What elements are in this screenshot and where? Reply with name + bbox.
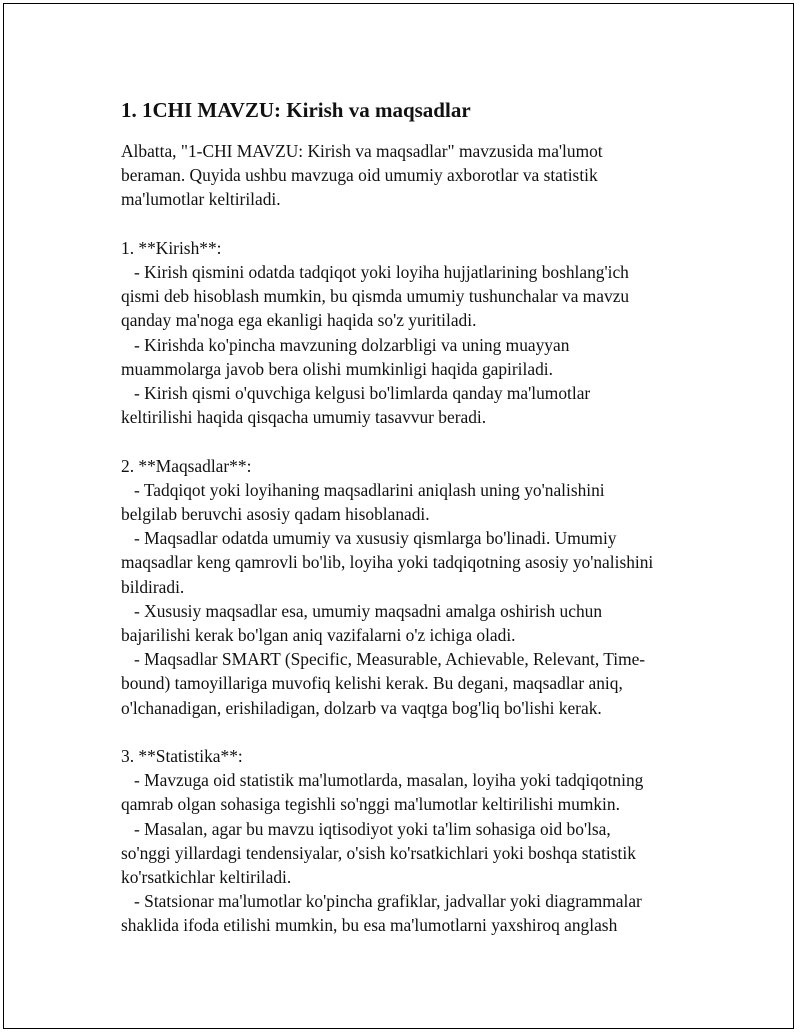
section-line: - Kirish qismini odatda tadqiqot yoki loyiha hujjatlarining boshlang'ich — [121, 262, 629, 282]
section-line: - Kirishda ko'pincha mavzuning dolzarbligi va uning muayyan — [121, 334, 570, 355]
section-line: - Tadqiqot yoki loyihaning maqsadlarini aniqlash uning yo'nalishini — [121, 479, 605, 500]
document-page — [3, 3, 794, 1029]
section-maqsadlar — [121, 454, 701, 720]
section-kirish — [121, 236, 701, 430]
section-line: muammolarga javob bera olishi mumkinligi haqida gapiriladi. — [121, 358, 553, 379]
section-heading: 2. **Maqsadlar**: — [121, 455, 252, 476]
intro-paragraph — [121, 139, 701, 212]
section-heading: 1. **Kirish**: — [121, 237, 222, 258]
intro-line: Albatta, "1-CHI MAVZU: Kirish va maqsadlar" mavzusida ma'lumot — [121, 141, 603, 161]
section-line: - Statsionar ma'lumotlar ko'pincha grafiklar, jadvallar yoki diagrammalar — [121, 891, 642, 912]
paragraph-gap — [121, 212, 701, 236]
section-line: shaklida ifoda etilishi mumkin, bu esa ma'lumotlarni yaxshiroq anglash — [121, 915, 618, 936]
section-line: qanday ma'noga ega ekanligi haqida so'z yuritiladi. — [121, 310, 477, 331]
paragraph-gap — [121, 720, 701, 744]
document-body — [121, 96, 701, 938]
section-line: o'lchanadigan, erishiladigan, dolzarb va vaqtga bog'liq bo'lishi kerak. — [121, 697, 602, 718]
section-line: - Kirish qismi o'quvchiga kelgusi bo'limlarda qanday ma'lumotlar — [121, 383, 591, 404]
paragraph-gap — [121, 429, 701, 453]
section-line: so'nggi yillardagi tendensiyalar, o'sish ko'rsatkichlari yoki boshqa statistik — [121, 842, 636, 863]
section-line: bound) tamoyillariga muvofiq kelishi kerak. Bu degani, maqsadlar aniq, — [121, 673, 623, 694]
section-line: maqsadlar keng qamrovli bo'lib, loyiha yoki tadqiqotning asosiy yo'nalishini — [121, 552, 654, 573]
intro-line: ma'lumotlar keltiriladi. — [121, 189, 281, 210]
section-line: belgilab beruvchi asosiy qadam hisoblanadi. — [121, 504, 430, 525]
section-line: qamrab olgan sohasiga tegishli so'nggi ma'lumotlar keltirilishi mumkin. — [121, 794, 620, 815]
section-line: - Masalan, agar bu mavzu iqtisodiyot yoki ta'lim sohasiga oid bo'lsa, — [121, 818, 611, 839]
section-line: ko'rsatkichlar keltiriladi. — [121, 867, 292, 888]
section-line: - Maqsadlar SMART (Specific, Measurable, Achievable, Relevant, Time- — [121, 649, 646, 670]
document-title: 1. 1CHI MAVZU: Kirish va maqsadlar — [121, 98, 471, 122]
section-line: - Mavzuga oid statistik ma'lumotlarda, masalan, loyiha yoki tadqiqotning — [121, 770, 644, 791]
section-line: keltirilishi haqida qisqacha umumiy tasavvur beradi. — [121, 407, 487, 428]
section-statistika — [121, 744, 701, 938]
section-line: - Xususiy maqsadlar esa, umumiy maqsadni amalga oshirish uchun — [121, 600, 603, 621]
section-line: bajarilishi kerak bo'lgan aniq vazifalarni o'z ichiga oladi. — [121, 625, 516, 646]
section-heading: 3. **Statistika**: — [121, 746, 243, 767]
intro-line: beraman. Quyida ushbu mavzuga oid umumiy axborotlar va statistik — [121, 165, 598, 186]
section-line: - Maqsadlar odatda umumiy va xususiy qismlarga bo'linadi. Umumiy — [121, 528, 617, 549]
section-line: qismi deb hisoblash mumkin, bu qismda umumiy tushunchalar va mavzu — [121, 286, 630, 307]
section-line: bildiradi. — [121, 576, 185, 597]
